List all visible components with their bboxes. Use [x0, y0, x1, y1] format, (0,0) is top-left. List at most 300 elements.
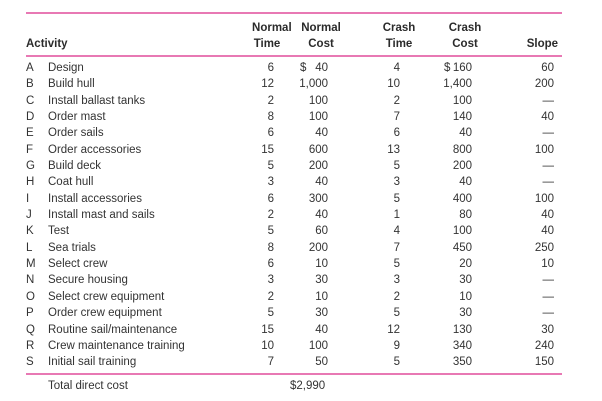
table-row — [26, 191, 562, 207]
normal-cost-value: 1,000 — [299, 78, 329, 91]
table-row — [26, 57, 562, 76]
normal-cost-value: 40 — [315, 127, 329, 140]
header-normal-time-line2: Time — [253, 38, 281, 50]
activity-id — [26, 207, 48, 223]
activity-id-value: E — [26, 127, 34, 140]
table-row — [26, 322, 562, 338]
activity-id-value: S — [26, 356, 34, 369]
normal-time-value: 3 — [267, 176, 275, 189]
activity-name-value: Coat hull — [48, 176, 94, 189]
normal-cost-value: 40 — [315, 323, 329, 336]
slope — [488, 191, 562, 207]
normal-cost-value: 40 — [315, 176, 329, 189]
total-label: Total direct cost — [48, 379, 128, 392]
activity-id-value: H — [26, 176, 35, 189]
crash-cost — [418, 142, 488, 158]
slope-value: 40 — [541, 225, 555, 238]
crash-cost-value: 340 — [452, 339, 473, 352]
normal-cost-value: 100 — [308, 94, 329, 107]
normal-time — [244, 338, 274, 354]
activity-id-value: J — [26, 209, 32, 222]
activity-name — [48, 76, 244, 92]
crash-time — [344, 256, 418, 272]
activity-name-value: Select crew — [48, 258, 108, 271]
activity-name-value: Install accessories — [48, 192, 142, 205]
slope — [488, 289, 562, 305]
crash-cost-value: 20 — [459, 258, 473, 271]
activity-name — [48, 322, 244, 338]
activity-name — [48, 240, 244, 256]
activity-id-value: Q — [26, 323, 35, 336]
header-crash-time-line2: Time — [385, 38, 413, 50]
normal-cost — [274, 125, 344, 141]
crash-cost-value: 100 — [452, 94, 473, 107]
normal-time-value: 15 — [261, 323, 275, 336]
activity-name-value: Install ballast tanks — [48, 94, 146, 107]
normal-cost-value: 60 — [315, 225, 329, 238]
crash-time — [344, 322, 418, 338]
dollar-sign: $ — [444, 62, 451, 74]
activity-name-value: Design — [48, 62, 84, 74]
crash-cost-value: 100 — [452, 225, 473, 238]
crash-cost — [418, 174, 488, 190]
slope — [488, 109, 562, 125]
normal-time-value: 5 — [267, 307, 275, 320]
normal-cost-value: 10 — [315, 258, 329, 271]
crash-cost — [418, 158, 488, 174]
slope — [488, 322, 562, 338]
total-normal-cost: $2,990 — [290, 379, 326, 392]
normal-time — [244, 223, 274, 239]
crash-cost — [418, 272, 488, 288]
activity-id — [26, 256, 48, 272]
activity-name-value: Order accessories — [48, 143, 142, 156]
normal-cost — [274, 272, 344, 288]
slope-value: — — [542, 127, 555, 140]
slope-value: — — [542, 290, 555, 303]
activity-name-value: Order mast — [48, 111, 106, 124]
slope-value: 200 — [534, 78, 555, 91]
normal-cost — [274, 223, 344, 239]
normal-cost-value: 600 — [308, 143, 329, 156]
normal-time — [244, 191, 274, 207]
normal-cost-value: 30 — [315, 307, 329, 320]
crash-time-value: 4 — [393, 62, 401, 74]
normal-time — [244, 322, 274, 338]
header-crash-cost-line1: Crash — [448, 22, 482, 34]
normal-cost — [274, 322, 344, 338]
activity-id — [26, 305, 48, 321]
activity-id-value: G — [26, 160, 35, 173]
activity-id — [26, 289, 48, 305]
normal-time — [244, 256, 274, 272]
crash-cost-value: 30 — [459, 307, 473, 320]
activity-id — [26, 272, 48, 288]
activity-id-value: F — [26, 143, 34, 156]
activity-id-value: A — [26, 62, 34, 74]
activity-name — [48, 272, 244, 288]
normal-time — [244, 158, 274, 174]
crash-cost-value: 200 — [452, 160, 473, 173]
activity-id — [26, 191, 48, 207]
header-normal-cost-line2: Cost — [308, 38, 334, 50]
crash-time-value: 3 — [393, 176, 401, 189]
header-normal-time — [244, 14, 292, 55]
activity-cost-table — [26, 12, 562, 396]
activity-id — [26, 240, 48, 256]
crash-time — [344, 207, 418, 223]
crash-cost — [418, 57, 488, 76]
table-row — [26, 76, 562, 92]
slope — [488, 354, 562, 372]
normal-cost — [274, 174, 344, 190]
table-row — [26, 109, 562, 125]
crash-time — [344, 76, 418, 92]
table-row — [26, 272, 562, 288]
crash-time-value: 7 — [393, 241, 401, 254]
activity-name — [48, 109, 244, 125]
header-normal-time-line1: Normal — [252, 22, 292, 34]
slope-value: 240 — [534, 339, 555, 352]
slope-value: — — [542, 176, 555, 189]
activity-name — [48, 223, 244, 239]
slope-value: — — [542, 160, 555, 173]
activity-id — [26, 76, 48, 92]
header-activity: Activity — [26, 38, 68, 50]
normal-time — [244, 93, 274, 109]
activity-name — [48, 125, 244, 141]
normal-time-value: 8 — [267, 111, 275, 124]
table-row — [26, 240, 562, 256]
crash-time — [344, 125, 418, 141]
normal-time — [244, 305, 274, 321]
normal-cost — [274, 289, 344, 305]
activity-name-value: Order crew equipment — [48, 307, 162, 320]
normal-cost — [274, 256, 344, 272]
crash-cost — [418, 76, 488, 92]
crash-time — [344, 191, 418, 207]
table-row — [26, 142, 562, 158]
activity-name — [48, 305, 244, 321]
normal-cost — [274, 93, 344, 109]
activity-name-value: Test — [48, 225, 70, 238]
activity-id — [26, 109, 48, 125]
crash-cost — [418, 93, 488, 109]
activity-name-value: Install mast and sails — [48, 209, 155, 222]
normal-time — [244, 289, 274, 305]
normal-time-value: 5 — [267, 160, 275, 173]
table-row — [26, 174, 562, 190]
slope-value: — — [542, 94, 555, 107]
crash-cost-value: 160 — [452, 62, 473, 74]
header-slope: Slope — [526, 38, 559, 50]
normal-time-value: 6 — [267, 258, 275, 271]
activity-name-value: Routine sail/maintenance — [48, 323, 178, 336]
activity-id-value: L — [26, 241, 33, 254]
crash-time — [344, 272, 418, 288]
normal-time — [244, 207, 274, 223]
crash-time — [344, 93, 418, 109]
crash-time-value: 7 — [393, 111, 401, 124]
normal-cost-value: 200 — [308, 241, 329, 254]
normal-cost-value: 10 — [315, 290, 329, 303]
activity-id-value: R — [26, 339, 35, 352]
normal-time — [244, 240, 274, 256]
header-row — [26, 14, 562, 55]
crash-time-value: 12 — [387, 323, 401, 336]
normal-time-value: 5 — [267, 225, 275, 238]
normal-time-value: 12 — [261, 78, 275, 91]
dollar-sign: $ — [300, 62, 307, 74]
normal-time-value: 2 — [267, 94, 275, 107]
slope — [488, 240, 562, 256]
slope-value: 100 — [534, 192, 555, 205]
normal-cost — [274, 109, 344, 125]
normal-time — [244, 354, 274, 372]
crash-time-value: 1 — [393, 209, 401, 222]
activity-id — [26, 142, 48, 158]
crash-cost — [418, 109, 488, 125]
crash-time — [344, 240, 418, 256]
slope — [488, 272, 562, 288]
crash-cost — [418, 125, 488, 141]
crash-time-value: 5 — [393, 192, 401, 205]
activity-name — [48, 354, 244, 372]
slope — [488, 76, 562, 92]
normal-cost-value: 300 — [308, 192, 329, 205]
normal-time-value: 15 — [261, 143, 275, 156]
activity-id-value: C — [26, 94, 35, 107]
normal-time-value: 8 — [267, 241, 275, 254]
normal-cost — [274, 305, 344, 321]
activity-id-value: D — [26, 111, 35, 124]
crash-cost — [418, 322, 488, 338]
crash-time — [344, 338, 418, 354]
normal-time — [244, 57, 274, 76]
crash-time-value: 13 — [387, 143, 401, 156]
header-normal-cost — [274, 14, 344, 55]
crash-time-value: 5 — [393, 160, 401, 173]
normal-time-value: 3 — [267, 274, 275, 287]
activity-id — [26, 322, 48, 338]
normal-time-value: 6 — [267, 62, 275, 74]
crash-cost-value: 40 — [459, 176, 473, 189]
slope-value: 40 — [541, 209, 555, 222]
table-row — [26, 338, 562, 354]
normal-cost-value: 30 — [315, 274, 329, 287]
slope — [488, 174, 562, 190]
activity-id — [26, 125, 48, 141]
crash-time-value: 3 — [393, 274, 401, 287]
crash-cost-value: 40 — [459, 127, 473, 140]
crash-cost — [418, 256, 488, 272]
normal-time — [244, 174, 274, 190]
crash-time — [344, 109, 418, 125]
normal-time-value: 6 — [267, 192, 275, 205]
header-crash-cost — [418, 14, 488, 55]
crash-cost-value: 1,400 — [443, 78, 473, 91]
table-body — [26, 57, 562, 373]
table-row — [26, 125, 562, 141]
header-crash-cost-line2: Cost — [452, 38, 478, 50]
activity-id-value: B — [26, 78, 34, 91]
normal-time-value: 2 — [267, 209, 275, 222]
crash-time — [344, 174, 418, 190]
crash-time — [344, 142, 418, 158]
normal-time — [244, 76, 274, 92]
activity-name-value: Initial sail training — [48, 356, 137, 369]
activity-name-value: Sea trials — [48, 241, 96, 254]
activity-name — [48, 338, 244, 354]
slope-value: — — [542, 307, 555, 320]
activity-id — [26, 223, 48, 239]
activity-id — [26, 57, 48, 76]
crash-cost-value: 130 — [452, 323, 473, 336]
crash-time — [344, 305, 418, 321]
crash-cost-value: 400 — [452, 192, 473, 205]
crash-cost — [418, 240, 488, 256]
crash-cost-value: 140 — [452, 111, 473, 124]
crash-time-value: 2 — [393, 94, 401, 107]
slope — [488, 142, 562, 158]
activity-name — [48, 142, 244, 158]
activity-id-value: I — [26, 192, 30, 205]
crash-time-value: 5 — [393, 258, 401, 271]
slope — [488, 125, 562, 141]
activity-name — [48, 174, 244, 190]
activity-name-value: Build hull — [48, 78, 95, 91]
normal-cost-value: 50 — [315, 356, 329, 369]
normal-time — [244, 125, 274, 141]
crash-time-value: 6 — [393, 127, 401, 140]
normal-cost — [274, 142, 344, 158]
crash-cost — [418, 223, 488, 239]
table-row — [26, 93, 562, 109]
crash-time-value: 5 — [393, 307, 401, 320]
normal-cost-value: 40 — [315, 209, 329, 222]
activity-id-value: P — [26, 307, 34, 320]
activity-name-value: Crew maintenance training — [48, 339, 185, 352]
crash-cost-value: 800 — [452, 143, 473, 156]
slope-value: 40 — [541, 111, 555, 124]
activity-name-value: Order sails — [48, 127, 104, 140]
crash-cost — [418, 289, 488, 305]
header-crash-time — [344, 14, 418, 55]
normal-time — [244, 109, 274, 125]
activity-id-value: O — [26, 290, 35, 303]
crash-cost-value: 10 — [459, 290, 473, 303]
normal-cost — [274, 207, 344, 223]
activity-id-value: M — [26, 258, 36, 271]
normal-cost — [274, 354, 344, 372]
activity-id — [26, 93, 48, 109]
slope — [488, 158, 562, 174]
slope — [488, 207, 562, 223]
crash-time — [344, 223, 418, 239]
crash-cost-value: 80 — [459, 209, 473, 222]
activity-name-value: Select crew equipment — [48, 290, 165, 303]
activity-id — [26, 174, 48, 190]
normal-time — [244, 142, 274, 158]
activity-name-value: Build deck — [48, 160, 102, 173]
total-row — [26, 375, 562, 396]
activity-id — [26, 158, 48, 174]
normal-time-value: 2 — [267, 290, 275, 303]
normal-cost-value: 40 — [315, 62, 329, 74]
header-normal-cost-line1: Normal — [301, 22, 341, 34]
normal-cost — [274, 191, 344, 207]
activity-id — [26, 338, 48, 354]
slope — [488, 305, 562, 321]
normal-time-value: 6 — [267, 127, 275, 140]
activity-id-value: N — [26, 274, 35, 287]
table-row — [26, 289, 562, 305]
table-row — [26, 305, 562, 321]
normal-time — [244, 272, 274, 288]
normal-cost — [274, 57, 344, 76]
activity-name — [48, 57, 244, 76]
crash-cost — [418, 191, 488, 207]
crash-time — [344, 354, 418, 372]
total-table — [26, 375, 562, 396]
activity-name — [48, 158, 244, 174]
slope-value: 250 — [534, 241, 555, 254]
crash-time-value: 10 — [387, 78, 401, 91]
header-crash-time-line1: Crash — [382, 22, 416, 34]
normal-cost-value: 100 — [308, 111, 329, 124]
normal-cost — [274, 76, 344, 92]
crash-cost-value: 350 — [452, 356, 473, 369]
table-row — [26, 207, 562, 223]
activity-id-value: K — [26, 225, 34, 238]
activity-name — [48, 93, 244, 109]
activity-id — [26, 354, 48, 372]
activity-name — [48, 207, 244, 223]
slope-value: 30 — [541, 323, 555, 336]
normal-time-value: 10 — [261, 339, 275, 352]
normal-cost — [274, 158, 344, 174]
activity-name — [48, 256, 244, 272]
crash-time-value: 2 — [393, 290, 401, 303]
slope — [488, 256, 562, 272]
activity-name — [48, 289, 244, 305]
activity-name-value: Secure housing — [48, 274, 128, 287]
slope-value: — — [542, 274, 555, 287]
table-row — [26, 223, 562, 239]
crash-cost — [418, 305, 488, 321]
normal-cost — [274, 240, 344, 256]
activity-name — [48, 191, 244, 207]
crash-time — [344, 57, 418, 76]
normal-cost — [274, 338, 344, 354]
crash-cost-value: 30 — [459, 274, 473, 287]
table-row — [26, 354, 562, 372]
table-row — [26, 158, 562, 174]
table-row — [26, 256, 562, 272]
crash-time-value: 4 — [393, 225, 401, 238]
crash-cost-value: 450 — [452, 241, 473, 254]
slope-value: 10 — [541, 258, 555, 271]
crash-time-value: 9 — [393, 339, 401, 352]
normal-cost-value: 100 — [308, 339, 329, 352]
slope-value: 100 — [534, 143, 555, 156]
cost-table — [26, 14, 562, 373]
slope — [488, 57, 562, 76]
normal-time-value: 7 — [267, 356, 275, 369]
crash-time-value: 5 — [393, 356, 401, 369]
crash-cost — [418, 207, 488, 223]
crash-cost — [418, 354, 488, 372]
